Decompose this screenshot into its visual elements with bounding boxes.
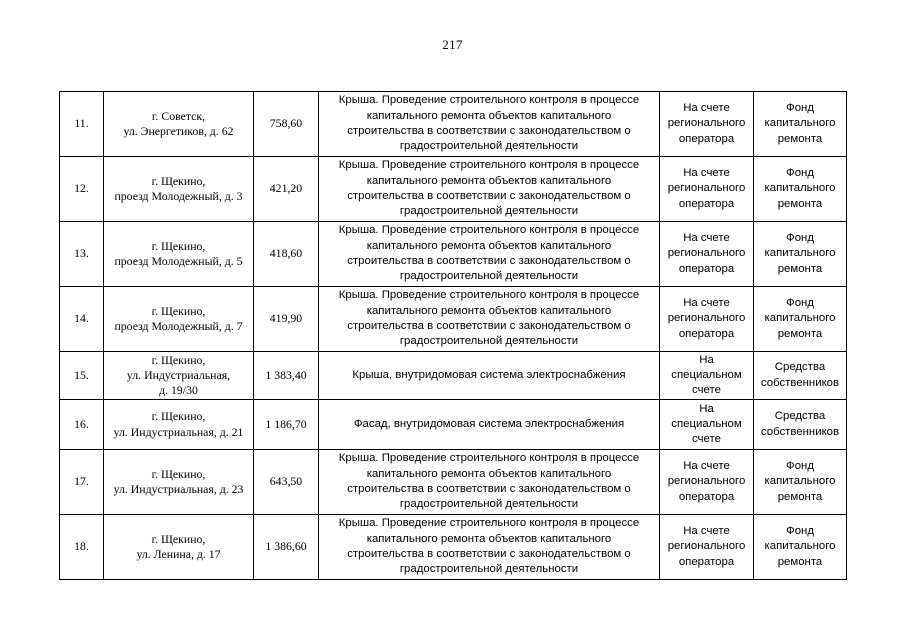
funding-source-line: капитального	[764, 247, 836, 260]
work-type-cell	[319, 450, 660, 515]
address-street: ул. Индустриальная, д. 23	[113, 482, 244, 496]
work-type-cell	[319, 515, 660, 580]
funding-source-line: капитального	[764, 312, 836, 325]
area-cell: 418,60	[254, 222, 319, 287]
account-cell	[660, 515, 754, 580]
address-street: ул. Энергетиков, д. 62	[123, 124, 234, 138]
funding-source-line: Средства	[774, 410, 826, 423]
row-number: 15.	[60, 352, 104, 400]
funding-source-line: ремонта	[777, 490, 823, 503]
funding-source-line: ремонта	[777, 262, 823, 275]
account-line: оператора	[678, 262, 735, 275]
funding-source-line: Фонд	[786, 102, 814, 115]
table-row	[60, 352, 847, 400]
work-type-line: Крыша. Проведение строительного контроля в процессе	[338, 94, 640, 107]
table-row	[60, 400, 847, 450]
work-type-line: строительства в соответствии с законодательством о	[347, 125, 631, 137]
work-type-line: капитального ремонта объектов капитального	[366, 304, 612, 317]
account-line: специальном	[671, 417, 742, 430]
work-type-line: строительства в соответствии с законодательством о	[347, 320, 631, 332]
capital-repair-table	[59, 91, 847, 580]
row-number: 14.	[60, 287, 104, 352]
account-cell	[660, 222, 754, 287]
account-line: специальном	[671, 368, 742, 381]
account-line: оператора	[678, 197, 735, 210]
account-line: На счете	[683, 525, 730, 538]
table-body	[60, 92, 847, 580]
address-cell	[104, 450, 254, 515]
work-type-line: Крыша. Проведение строительного контроля в процессе	[338, 517, 640, 530]
account-line: оператора	[678, 555, 735, 568]
address-city: г. Щекино,	[151, 238, 206, 253]
address-street: ул. Индустриальная, д. 21	[113, 424, 244, 439]
funding-source-cell	[754, 515, 847, 580]
account-line: На счете	[683, 102, 730, 115]
address-city: г. Щекино,	[151, 409, 206, 424]
address-cell	[104, 352, 254, 400]
work-type-line: Крыша. Проведение строительного контроля в процессе	[338, 452, 640, 465]
funding-source-cell	[754, 222, 847, 287]
funding-source-line: Фонд	[786, 460, 814, 473]
account-line: регионального	[667, 475, 746, 488]
work-type-line: градостроительной деятельности	[399, 563, 579, 576]
row-number: 16.	[60, 400, 104, 450]
funding-source-line: капитального	[764, 475, 836, 488]
account-line: счете	[692, 384, 721, 397]
address-street: проезд Молодежный, д. 5	[114, 254, 243, 268]
work-type-line: строительства в соответствии с законодательством о	[347, 548, 631, 560]
work-type-line: Крыша. Проведение строительного контроля в процессе	[338, 159, 640, 172]
address-street: проезд Молодежный, д. 7	[114, 319, 243, 333]
funding-source-line: ремонта	[777, 327, 823, 340]
account-line: На счете	[683, 297, 730, 310]
work-type-line: капитального ремонта объектов капитального	[366, 109, 612, 122]
funding-source-cell	[754, 352, 847, 400]
funding-source-line: собственников	[760, 376, 840, 389]
work-type-line: строительства в соответствии с законодательством о	[347, 255, 631, 267]
account-line: На счете	[683, 167, 730, 180]
address-cell	[104, 92, 254, 157]
address-street: ул. Индустриальная,	[126, 367, 231, 382]
work-type-line: капитального ремонта объектов капитального	[366, 174, 612, 187]
funding-source-line: капитального	[764, 182, 836, 195]
work-type-cell	[319, 92, 660, 157]
address-city: г. Щекино,	[151, 303, 206, 318]
account-line: оператора	[678, 327, 735, 340]
table-row	[60, 92, 847, 157]
funding-source-line: Фонд	[786, 167, 814, 180]
work-type-line: градостроительной деятельности	[399, 140, 579, 153]
address-cell	[104, 287, 254, 352]
table-row	[60, 515, 847, 580]
account-cell	[660, 92, 754, 157]
funding-source-line: Фонд	[786, 297, 814, 310]
address-street: ул. Ленина, д. 17	[136, 547, 221, 561]
account-cell	[660, 400, 754, 450]
address-city: г. Щекино,	[151, 352, 206, 367]
account-line: оператора	[678, 132, 735, 145]
funding-source-line: Средства	[774, 361, 826, 374]
work-type-cell	[319, 287, 660, 352]
area-cell: 419,90	[254, 287, 319, 352]
page-number: 217	[442, 37, 463, 52]
account-line: На	[699, 353, 714, 366]
address-house: д. 19/30	[159, 383, 198, 398]
area-cell: 421,20	[254, 157, 319, 222]
account-line: На счете	[683, 460, 730, 473]
funding-source-cell	[754, 450, 847, 515]
account-line: На	[699, 402, 714, 415]
account-line: оператора	[678, 490, 735, 503]
account-cell	[660, 450, 754, 515]
funding-source-line: ремонта	[777, 132, 823, 145]
account-line: регионального	[667, 312, 746, 325]
funding-source-cell	[754, 400, 847, 450]
work-type-cell	[319, 222, 660, 287]
row-number: 11.	[60, 92, 104, 157]
account-line: регионального	[667, 182, 746, 195]
work-type-line: капитального ремонта объектов капитального	[366, 532, 612, 545]
area-cell: 1 386,60	[254, 515, 319, 580]
address-city: г. Щекино,	[151, 531, 206, 546]
account-line: регионального	[667, 247, 746, 260]
area-cell: 643,50	[254, 450, 319, 515]
funding-source-line: капитального	[764, 540, 836, 553]
work-type-line: Крыша. Проведение строительного контроля в процессе	[338, 289, 640, 302]
work-type-line: строительства в соответствии с законодательством о	[347, 190, 631, 202]
work-type-cell	[319, 352, 660, 400]
work-type-line: строительства в соответствии с законодательством о	[347, 483, 631, 495]
area-cell: 1 186,70	[254, 400, 319, 450]
funding-source-cell	[754, 157, 847, 222]
address-cell	[104, 157, 254, 222]
work-type-line: капитального ремонта объектов капитального	[366, 467, 612, 480]
work-type-line: градостроительной деятельности	[399, 335, 579, 348]
funding-source-line: собственников	[760, 425, 840, 438]
work-type-line: Фасад, внутридомовая система электроснабжения	[353, 417, 625, 430]
work-type-line: капитального ремонта объектов капитального	[366, 239, 612, 252]
table-row	[60, 450, 847, 515]
funding-source-cell	[754, 287, 847, 352]
address-cell	[104, 222, 254, 287]
funding-source-line: Фонд	[786, 525, 814, 538]
address-city: г. Щекино,	[151, 466, 206, 481]
account-cell	[660, 287, 754, 352]
account-line: счете	[692, 433, 721, 446]
funding-source-cell	[754, 92, 847, 157]
work-type-line: градостроительной деятельности	[399, 270, 579, 283]
row-number: 13.	[60, 222, 104, 287]
address-cell	[104, 400, 254, 450]
work-type-line: Крыша, внутридомовая система электроснабжения	[352, 368, 626, 381]
funding-source-line: Фонд	[786, 232, 814, 245]
work-type-cell	[319, 157, 660, 222]
account-line: На счете	[683, 232, 730, 245]
row-number: 17.	[60, 450, 104, 515]
row-number: 12.	[60, 157, 104, 222]
row-number: 18.	[60, 515, 104, 580]
account-line: регионального	[667, 540, 746, 553]
work-type-line: градостроительной деятельности	[399, 498, 579, 511]
address-cell	[104, 515, 254, 580]
account-line: регионального	[667, 117, 746, 130]
table-row	[60, 157, 847, 222]
funding-source-line: капитального	[764, 117, 836, 130]
table-row	[60, 222, 847, 287]
account-cell	[660, 157, 754, 222]
table-row	[60, 287, 847, 352]
funding-source-line: ремонта	[777, 197, 823, 210]
funding-source-line: ремонта	[777, 555, 823, 568]
work-type-cell	[319, 400, 660, 450]
address-city: г. Советск,	[151, 108, 206, 123]
area-cell: 758,60	[254, 92, 319, 157]
work-type-line: Крыша. Проведение строительного контроля в процессе	[338, 224, 640, 237]
area-cell: 1 383,40	[254, 352, 319, 400]
work-type-line: градостроительной деятельности	[399, 205, 579, 218]
account-cell	[660, 352, 754, 400]
address-street: проезд Молодежный, д. 3	[114, 189, 243, 203]
address-city: г. Щекино,	[151, 173, 206, 188]
